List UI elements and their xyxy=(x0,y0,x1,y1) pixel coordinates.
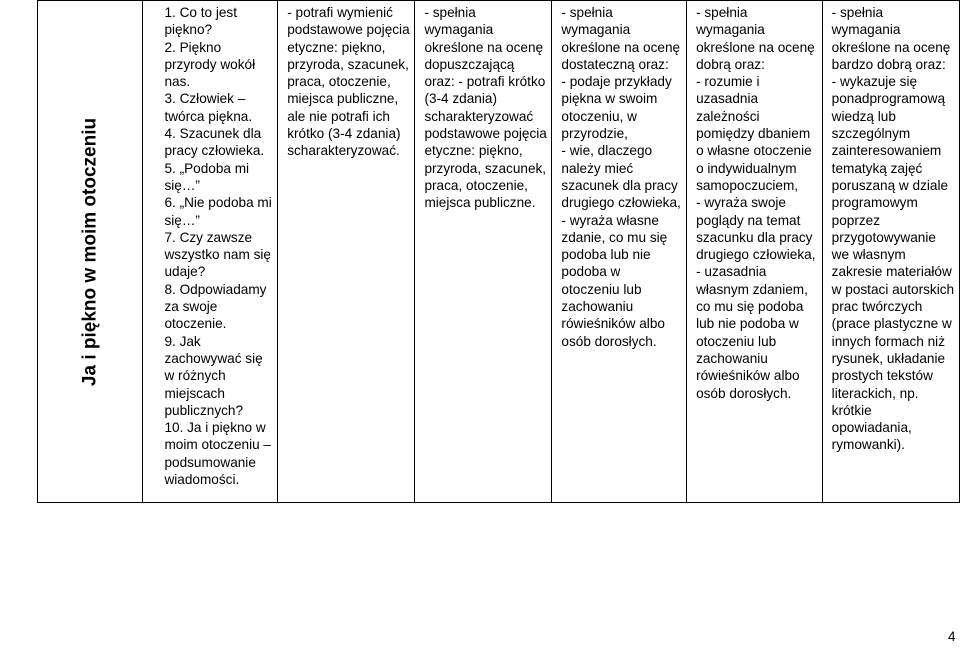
grade-bardzo-dobra-cell xyxy=(687,1,823,503)
topic-item: 10. Ja i piękno w moim otoczeniu – podsumowanie wiadomości. xyxy=(164,420,271,488)
grade-text: - spełnia wymagania określone na ocenę dopuszczającą oraz: - potrafi krótko (3-4 zdania) scharakteryzować podstawowe pojęcia etyczne: piękno, przyroda, szacunek, praca, otoczenie, miejsca publiczne. xyxy=(424,5,547,211)
grade-dobra-cell xyxy=(552,1,687,503)
grade-line: - spełnia wymagania określone na ocenę bardzo dobrą oraz: xyxy=(831,5,951,72)
grade-line: - spełnia wymagania określone na ocenę dobrą oraz: xyxy=(696,5,815,72)
topic-item: 4. Szacunek dla pracy człowieka. xyxy=(164,126,265,159)
topic-item: 8. Odpowiadamy za swoje otoczenie. xyxy=(164,281,267,332)
topic-item: 3. Człowiek – twórca piękna. xyxy=(164,91,253,124)
grade-line: - wyraża własne zdanie, co mu się podoba lub nie podoba w otoczeniu lub zachowaniu rówieśników albo osób dorosłych. xyxy=(561,212,668,349)
topics-list xyxy=(152,4,273,488)
grade-line: - spełnia wymagania określone na ocenę dostateczną oraz: xyxy=(561,5,681,72)
topic-item: 7. Czy zawsze wszystko nam się udaje? xyxy=(164,229,271,280)
title-cell xyxy=(38,1,143,503)
grade-line: - rozumie i uzasadnia zależności pomiędzy dbaniem o własne otoczenie o indywidualnym samopoczuciem, xyxy=(696,74,812,193)
topics-cell xyxy=(143,1,278,503)
topic-item: 1. Co to jest piękno? xyxy=(164,5,237,38)
grade-dostateczna-cell xyxy=(415,1,552,503)
topic-item: 9. Jak zachowywać się w różnych miejscach publicznych? xyxy=(164,333,263,418)
page-number: 4 xyxy=(948,629,956,644)
grade-text: - potrafi wymienić podstawowe pojęcia etyczne: piękno, przyroda, szacunek, praca, otoczenie, miejsca publiczne, ale nie potrafi ich krótko (3-4 zdania) scharakteryzować. xyxy=(287,5,410,159)
topic-item: 5. „Podoba mi się…” xyxy=(164,160,250,193)
topic-item: 2. Piękno przyrody wokół nas. xyxy=(164,39,256,90)
grade-line: - wie, dlaczego należy mieć szacunek dla pracy drugiego człowieka, xyxy=(561,143,681,211)
table-row xyxy=(38,1,960,503)
grade-celujaca-cell xyxy=(822,1,959,503)
section-title: Ja i piękno w moim otoczeniu xyxy=(79,117,101,386)
grade-line: - podaje przykłady piękna w swoim otoczeniu, w przyrodzie, xyxy=(561,74,672,142)
grade-line: - wyraża swoje poglądy na temat szacunku dla pracy drugiego człowieka, xyxy=(696,195,816,263)
grade-line: - uzasadnia własnym zdaniem, co mu się podoba lub nie podoba w otoczeniu lub zachowaniu rówieśników albo osób dorosłych. xyxy=(696,264,808,401)
topic-item: 6. „Nie podoba mi się…” xyxy=(164,195,272,228)
grade-dopuszczajaca-cell xyxy=(278,1,415,503)
grading-table xyxy=(37,0,960,503)
grade-line: - wykazuje się ponadprogramową wiedzą lub szczególnym zainteresowaniem tematyką zajęć poruszaną w dziale programowym poprzez przygotowywanie we własnym zakresie materiałów w postaci autorskich prac twórczych (prace plastyczne w innych formach niż rysunek, układanie prostych tekstów literackich, np. krótkie opowiadania, rymowanki). xyxy=(831,74,955,453)
